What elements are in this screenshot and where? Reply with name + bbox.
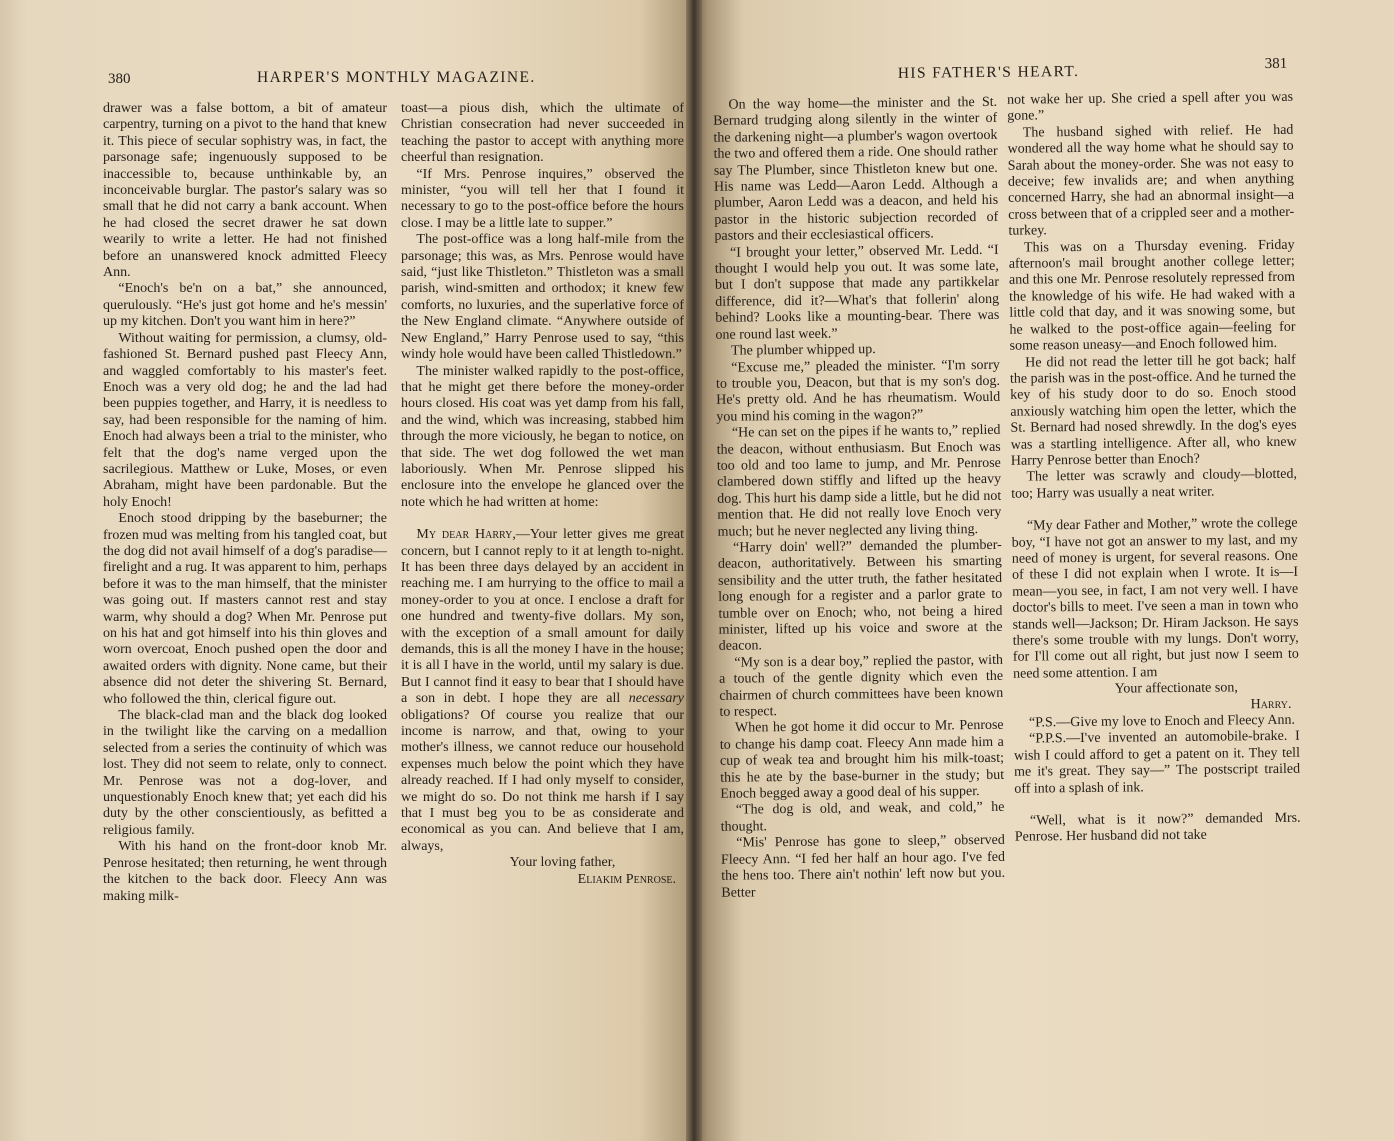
son-letter-signature: Harry. <box>1250 696 1292 712</box>
running-head-left: HARPER'S MONTHLY MAGAZINE. <box>257 69 536 86</box>
paragraph: “Mis' Penrose has gone to sleep,” observed Fleecy Ann. “I fed her half an hour ago. I've fed the hens too. There ain't nothin' left now but you. Better <box>720 833 1006 901</box>
paragraph: “Well, what is it now?” demanded Mrs. Penrose. Her husband did not take <box>1014 810 1301 846</box>
column-3 <box>713 95 1007 1048</box>
paragraph: The letter was scrawly and cloudy—blotted, too; Harry was usually a neat writer. <box>1011 467 1298 502</box>
paragraph: He did not read the letter till he got back; half the parish was in the post-office. And he turned the key of his study door to do so. Enoch stood anxiously watching him open the letter, which the St. Bernard had nosed shrewdly. In the dog's eyes was a startling intelligence. After all, who knew Harry Penrose better than Enoch? <box>1009 352 1297 469</box>
paragraph: On the way home—the minister and the St. Bernard trudging along silently in the winter of the darkening night—a plumber's wagon overtook the two and offered them a ride. One should rather say The Plumber, since Thistleton knew but one. His name was Ledd—Aaron Ledd. Although a plumber, Aaron Ledd was a deacon, and held his pastor in the historic subjection recorded of pastors and their ecclesiastical officers. <box>713 94 999 245</box>
paragraph: The husband sighed with relief. He had wondered all the way home what he should say to Sarah about the money-order. She was not easy to deceive; few invalids are; and when anything concerned Harry, she had an abnormal insight—a cross between that of a crippled seer and a mother-turkey. <box>1007 122 1295 239</box>
page-number-left: 380 <box>108 71 131 87</box>
left-page <box>0 0 694 1141</box>
letter-signature: Eliakim Penrose. <box>577 871 676 887</box>
paragraph: Without waiting for permission, a clumsy, old-fashioned St. Bernard pushed past Fleecy Ann, and waggled comfortably to his master's feet. Enoch was a very old dog; he and the lad had been puppies together, and Harry, it is needless to say, had been responsible for the naming of him. Enoch had always been a trial to the minister, who felt that the dog's name verged upon the sacrilegious. Matthew or Luke, Moses, or even Abraham, might have been pardonable. But the holy Enoch! <box>103 330 387 510</box>
son-letter-closing: Your affectionate son, <box>1114 680 1238 697</box>
paragraph: The plumber whipped up. <box>730 342 876 359</box>
paragraph: “He can set on the pipes if he wants to,” replied the deacon, without enthusiasm. But Enoch was too old and too lame to jump, and Mr. Penrose clambered down stiffly and lifted up the heavy dog. This hurt his damp side a little, but he did not mention that. He did not really love Enoch very much; but he never neglected any living thing. <box>716 422 1002 540</box>
paragraph: “Harry doin' well?” demanded the plumber-deacon, authoritatively. Between his smarting sensibility and the utter truth, the father hesitated long enough for a register and a parlor grate to tumble over on Enoch; who, not being a hired minister, lifted up his voice and swore at the deacon. <box>717 537 1003 655</box>
paragraph: The black-clad man and the black dog looked in the twilight like the carving on a medallion selected from a series the continuity of which was lost. They did not seem to relate, only to connect. Mr. Penrose was not a dog-lover, and unquestionably Enoch knew that; yet each did his duty by the other conscientiously, as befitted a religious family. <box>103 708 387 838</box>
paragraph: The minister walked rapidly to the post-office, that he might get there before the money-order hours closed. His coat was yet damp from his fall, and the wind, which was increasing, stabbed him through the more viciously, he began to notice, on that side. The wet dog followed the wet man laboriously. When Mr. Penrose slipped his enclosure into the envelope he glanced over the note which he had written at home: <box>401 363 684 510</box>
paragraph: toast—a pious dish, which the ultimate of Christian consecration had never succeeded in teaching the pastor to accept with anything more cheerful than resignation. <box>401 101 684 166</box>
letter-salutation: My dear Harry, <box>416 527 516 543</box>
column-2 <box>401 101 684 1051</box>
paragraph: “I brought your letter,” observed Mr. Ledd. “I thought I would help you out. It was some late, but I don't suppose that made any partikkelar difference, did it?—What's that follerin' along behind? Looks like a mounting-bear. There was one round last week.” <box>714 242 1000 343</box>
paragraph: This was on a Thursday evening. Friday afternoon's mail brought another college letter; and this one Mr. Penrose resolutely repressed from the knowledge of his wife. He had waked with a little cold that day, and it was snowing some, but he walked to the post-office again—feeling for some reason uneasy—and Enoch followed him. <box>1008 237 1296 354</box>
paragraph: not wake her up. She cried a spell after you was gone.” <box>1006 89 1294 125</box>
paragraph: Enoch stood dripping by the baseburner; the frozen mud was melting from his tangled coat, but the dog did not avail himself of a dog's paradise—firelight and a rug. It was apparent to him, perhaps before it was to the man himself, that the minister was going out. If masters cannot rest and stay warm, why should a dog? When Mr. Penrose put on his hat and got himself into his thin gloves and worn overcoat, Enoch pushed open the door and awaited orders with dignity. None came, but their absence did not deter the shivering St. Bernard, who followed the thin, clerical figure out. <box>103 511 387 707</box>
paragraph: “Excuse me,” pleaded the minister. “I'm sorry to trouble you, Deacon, but that is my son's dog. He's pretty old. And he has rheumatism. Would you mind his coming in the wagon?” <box>715 357 1001 425</box>
son-letter: “My dear Father and Mother,” wrote the college boy, “I have not got an answer to my last, and my need of money is urgent, for several reasons. One of these I did not explain when I wrote. It is—I mean—you see, in fact, I am not very well. I have doctor's bills to meet. I've seen a man in town who stands well—Jackson; Dr. Hiram Jackson. He says there's some trouble with my lungs. Don't worry, for I'll come out all right, but just now I seem to need some attention. I am <box>1011 515 1299 682</box>
paragraph: “If Mrs. Penrose inquires,” observed the minister, “you will tell her that I found it necessary to go to the post-office before the hours close. I may be a little late to supper.” <box>401 166 684 231</box>
postscript: “P.P.S.—I've invented an automobile-brake. I wish I could afford to get a patent on it. They tell me it's great. They say—” The postscript trailed off into a splash of ink. <box>1013 729 1301 797</box>
paragraph: When he got home it did occur to Mr. Penrose to change his damp coat. Fleecy Ann made him a cup of weak tea and brought him his milk-toast; this he ate by the base-burner in the study; but Enoch begged away a good deal of his supper. <box>719 718 1005 802</box>
right-page <box>694 0 1394 1141</box>
letter-closing: Your loving father, <box>509 855 616 871</box>
paragraph: drawer was a false bottom, a bit of amateur carpentry, turning on a pivot to the hand that knew it. This piece of secular sophistry was, in fact, the parsonage safe; ingenuously supposed to be inaccessible to, because unthinkable by, an inconceivable burglar. The pastor's salary was so small that he did not carry a bank account. When he had closed the secret drawer he sat down wearily to write a letter. He had not finished before an unanswered knock admitted Fleecy Ann. <box>103 101 387 281</box>
page-number-right: 381 <box>1264 55 1288 73</box>
column-4 <box>1007 90 1303 1043</box>
letter-body: —Your letter gives me great concern, but I cannot reply to it at length to-night. It has been three days delayed by an accident in reaching me. I am hurrying to the office to mail a money-order to you at once. I enclose a draft for one hundred and twenty-five dollars. My son, with the exception of a small amount for daily demands, this is all the money I have in the house; it is all I have in the world, until my salary is due. But I cannot find it easy to bear that I should have a son in debt. I hope they are all <box>401 527 684 707</box>
paragraph: “My son is a dear boy,” replied the pastor, with a touch of the gentle dignity which even the chairmen of church committees have been known to respect. <box>719 652 1004 720</box>
father-letter <box>401 527 684 855</box>
paragraph: “Enoch's be'n on a bat,” she announced, querulously. “He's just got home and he's messin' up my kitchen. Don't you want him in here?” <box>103 281 387 330</box>
paragraph: “The dog is old, and weak, and cold,” he thought. <box>720 800 1005 835</box>
column-1 <box>103 101 387 1051</box>
book-gutter <box>686 0 702 1141</box>
paragraph: With his hand on the front-door knob Mr. Penrose hesitated; then returning, he went through the kitchen to the back door. Fleecy Ann was making milk- <box>103 839 387 904</box>
postscript: “P.S.—Give my love to Enoch and Fleecy Ann. <box>1028 712 1296 731</box>
running-head-right: HIS FATHER'S HEART. <box>897 62 1080 82</box>
letter-emphasis: necessary <box>628 691 684 707</box>
letter-body-cont: obligations? Of course you realize that our income is narrow, and that, owing to your mother's illness, we cannot reduce our household expenses much below the point which they have already reached. If I had only myself to consider, we might do so. Do not think me harsh if I say that I must beg you to be as considerate and economical as you can. And believe that I am, always, <box>401 707 684 854</box>
paragraph: The post-office was a long half-mile from the parsonage; this was, as Mrs. Penrose would have said, “just like Thistleton.” Thistleton was a small parish, wind-smitten and orthodox; it knew few comforts, no luxuries, and the superlative force of the New England climate. “Anywhere outside of New England,” Harry Penrose used to say, “this windy hole would have been called Thistledown.” <box>401 232 684 363</box>
